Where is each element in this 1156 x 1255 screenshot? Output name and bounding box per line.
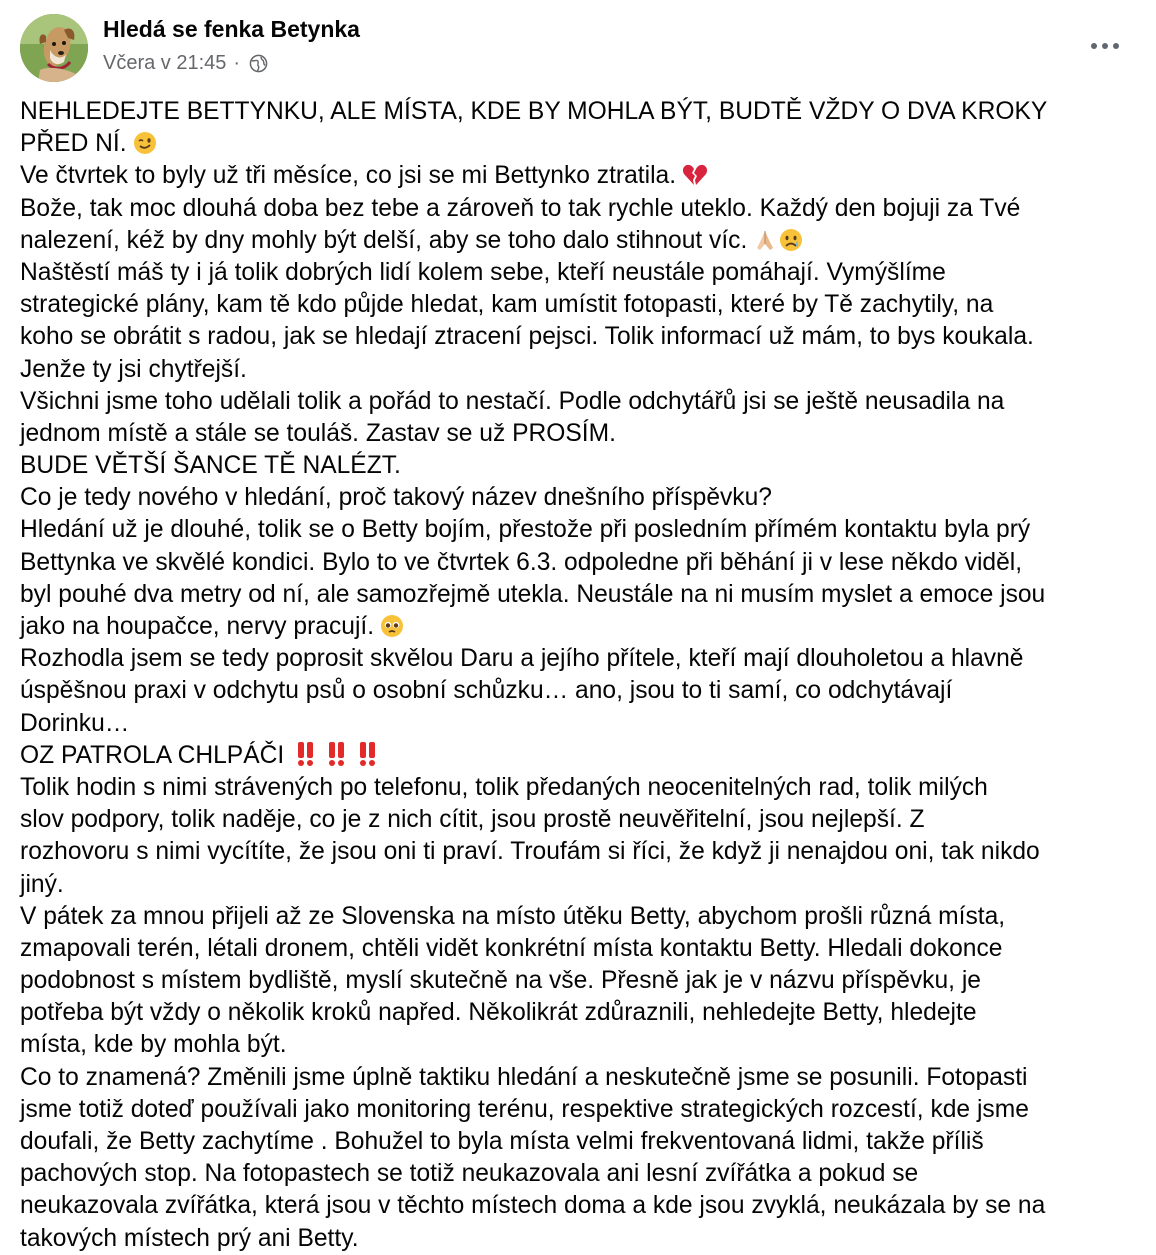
avatar[interactable]: [20, 14, 88, 82]
post-line: Ve čtvrtek to byly už tři měsíce, co jsi se mi Bettynko ztratila.: [20, 160, 1140, 192]
post-line: rozhovoru s nimi vycítíte, že jsou oni ti praví. Troufám si říci, že když ji nenajdou oni, tak nikdo: [20, 838, 1040, 866]
post-line: Co to znamená? Změnili jsme úplně taktiku hledání a neskutečně jsme se posunili. Fotopasti: [20, 1063, 1028, 1091]
post-line: Hledání už je dlouhé, tolik se o Betty bojím, přestože při posledním přímém kontaktu byla prý: [20, 516, 1031, 544]
post-line: takových místech prý ani Betty.: [20, 1224, 359, 1252]
double-exclamation-emoji: [296, 741, 384, 767]
post-line: úspěšnou praxi v odchytu psů o osobní schůzku… ano, jsou to ti samí, co odchytávají: [20, 677, 953, 705]
page-name[interactable]: Hledá se fenka Betynka: [103, 16, 360, 42]
post-line: Všichni jsme toho udělali tolik a pořád to nestačí. Podle odchytářů jsi se ještě neusadila na: [20, 387, 1005, 415]
post-body: [20, 96, 1140, 1255]
more-options-icon[interactable]: [1083, 28, 1127, 64]
post-line: jsme totiž doteď používali jako monitoring terénu, respektive strategických rozcestí, kde jsme: [20, 1095, 1029, 1123]
post-line: NEHLEDEJTE BETTYNKU, ALE MÍSTA, KDE BY MOHLA BÝT, BUDTĚ VŽDY O DVA KROKY: [20, 98, 1048, 125]
post-line: jako na houpačce, nervy pracují.: [20, 611, 1140, 643]
post-line: slov podpory, tolik naděje, co je z nich cítit, jsou prostě neuvěřitelní, jsou nejlepší. Z: [20, 806, 925, 834]
meta-separator: ·: [233, 52, 241, 74]
pleading-face-emoji: [380, 614, 404, 638]
post-line: podobnost s místem bydliště, myslí skutečně na vše. Přesně jak je v názvu příspěvku, je: [20, 967, 981, 995]
post-line: zmapovali terén, létali dronem, chtěli vidět konkrétní místa kontaktu Betty. Hledali dokonce: [20, 934, 1003, 962]
post-line: místa, kde by mohla být.: [20, 1031, 287, 1059]
post-line: byl pouhé dva metry od ní, ale samozřejmě utekla. Neustále na ni musím myslet a emoce jsou: [20, 580, 1046, 608]
post-line: V pátek za mnou přijeli až ze Slovenska na místo útěku Betty, abychom prošli různá místa,: [20, 902, 1006, 930]
sad-face-emoji: [779, 228, 803, 252]
post-line: PŘED NÍ.: [20, 128, 1140, 160]
post-line: potřeba být vždy o několik kroků napřed. Několikrát zdůraznili, nehledejte Betty, hledejte: [20, 999, 977, 1027]
post-line: OZ PATROLA CHLPÁČI: [20, 740, 1140, 772]
post-line: Bettynka ve skvělé kondici. Bylo to ve čtvrtek 6.3. odpoledne při běhání ji v lese někdo viděl,: [20, 548, 1023, 576]
post-line: BUDE VĚTŠÍ ŠANCE TĚ NALÉZT.: [20, 452, 401, 480]
post-line: Co je tedy nového v hledání, proč takový název dnešního příspěvku?: [20, 484, 772, 512]
post-line: neukazovala zvířátka, která jsou v těchto místech doma a kde jsou zvyklá, neukázala by se na: [20, 1192, 1046, 1220]
post-line: jiný.: [20, 870, 64, 898]
post-line: Bože, tak moc dlouhá doba bez tebe a zároveň to tak rychle uteklo. Každý den bojuji za Tvé: [20, 194, 1021, 222]
post-line: koho se obrátit s radou, jak se hledají ztracení pejsci. Tolik informací už mám, to bys koukala.: [20, 323, 1034, 351]
folded-hands-emoji: [753, 228, 777, 252]
post-line: pachových stop. Na fotopastech se totiž neukazovala ani lesní zvířátka a pokud se: [20, 1160, 919, 1188]
post-line: Dorinku…: [20, 709, 130, 737]
globe-icon[interactable]: [249, 54, 268, 73]
post-line: nalezení, kéž by dny mohly být delší, aby se toho dalo stihnout víc.: [20, 225, 1140, 257]
post-line: Rozhodla jsem se tedy poprosit skvělou Daru a jejího přítele, kteří mají dlouholetou a hlavně: [20, 645, 1024, 673]
post-meta: [103, 52, 268, 75]
post-line: Naštěstí máš ty i já tolik dobrých lidí kolem sebe, kteří neustále pomáhají. Vymýšlíme: [20, 258, 946, 286]
post-timestamp[interactable]: Včera v 21:45: [103, 52, 227, 74]
post-line: jednom místě a stále se touláš. Zastav se už PROSÍM.: [20, 419, 616, 447]
post-line: doufali, že Betty zachytíme . Bohužel to byla místa velmi frekventovaná lidmi, takže příliš: [20, 1128, 984, 1155]
winking-face-emoji: [133, 131, 157, 155]
broken-heart-emoji: [682, 163, 708, 187]
post-line: Tolik hodin s nimi strávených po telefonu, tolik předaných neocenitelných rad, tolik milých: [20, 773, 988, 801]
post-line: Jenže ty jsi chytřejší.: [20, 355, 247, 383]
post-line: strategické plány, kam tě kdo půjde hledat, kam umístit fotopasti, které by Tě zachytily, na: [20, 291, 994, 319]
dog-photo: [20, 14, 88, 82]
